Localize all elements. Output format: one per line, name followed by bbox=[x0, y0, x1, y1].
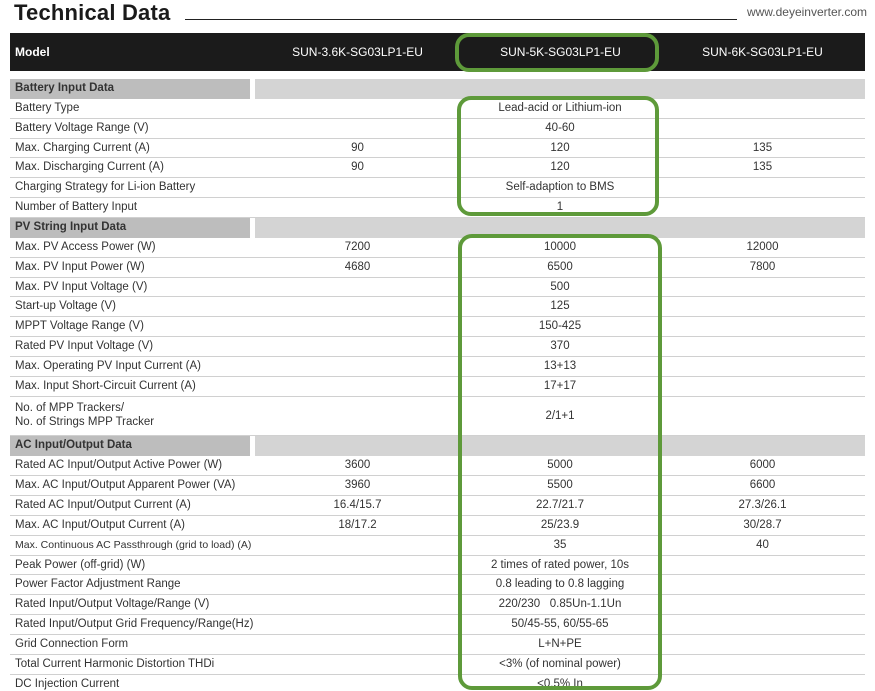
table-row bbox=[10, 278, 865, 298]
row-value-3-6k: 90 bbox=[351, 161, 364, 174]
table-row bbox=[10, 476, 865, 496]
row-label: Max. AC Input/Output Apparent Power (VA) bbox=[15, 479, 236, 492]
row-value-6k: 135 bbox=[752, 141, 773, 154]
row-value-3-6k: 90 bbox=[351, 141, 364, 154]
table-row bbox=[10, 178, 865, 198]
model-name-5k: SUN-5K-SG03LP1-EU bbox=[500, 45, 621, 59]
row-label: Rated Input/Output Voltage/Range (V) bbox=[15, 598, 210, 611]
row-label: Max. Input Short-Circuit Current (A) bbox=[15, 379, 196, 392]
row-value-5k: 25/23.9 bbox=[540, 518, 580, 531]
row-label: Grid Connection Form bbox=[15, 638, 129, 651]
row-label: Max. PV Input Voltage (V) bbox=[15, 280, 148, 293]
row-value-6k: 27.3/26.1 bbox=[738, 499, 787, 512]
row-value: L+N+PE bbox=[538, 638, 582, 651]
highlight-box-model bbox=[455, 33, 659, 72]
row-value-6k: 40 bbox=[756, 538, 769, 551]
row-value: 2 times of rated power, 10s bbox=[490, 558, 630, 571]
row-label: Peak Power (off-grid) (W) bbox=[15, 558, 146, 571]
row-value-5k: 10000 bbox=[544, 240, 576, 253]
section-title: Battery Input Data bbox=[10, 79, 250, 99]
row-value-3-6k: 4680 bbox=[344, 260, 371, 273]
row-value-3-6k: 7200 bbox=[344, 240, 371, 253]
table-row bbox=[10, 456, 865, 476]
row-value-6k: 6000 bbox=[749, 459, 776, 472]
row-value-5k: 120 bbox=[550, 161, 570, 174]
table-row bbox=[10, 575, 865, 595]
row-label: Rated AC Input/Output Current (A) bbox=[15, 499, 191, 512]
model-label: Model bbox=[15, 45, 50, 59]
row-value: 13+13 bbox=[543, 360, 577, 373]
row-label: Max. Operating PV Input Current (A) bbox=[15, 360, 201, 373]
row-value: 2/1+1 bbox=[545, 409, 575, 422]
row-label: Battery Voltage Range (V) bbox=[15, 121, 149, 134]
row-label: Max. Charging Current (A) bbox=[15, 141, 150, 154]
table-row bbox=[10, 655, 865, 675]
table-row bbox=[10, 357, 865, 377]
row-value-6k: 6600 bbox=[749, 479, 776, 492]
table-row bbox=[10, 198, 865, 218]
row-label: Max. AC Input/Output Current (A) bbox=[15, 518, 186, 531]
row-value: Self-adaption to BMS bbox=[505, 181, 615, 194]
table-row bbox=[10, 536, 865, 556]
table-row bbox=[10, 675, 865, 691]
table-row bbox=[10, 139, 865, 159]
table-row bbox=[10, 99, 865, 119]
table-row bbox=[10, 516, 865, 536]
section-header-battery bbox=[10, 79, 865, 99]
row-value-5k: 22.7/21.7 bbox=[536, 499, 584, 512]
section-header-ac bbox=[10, 436, 865, 456]
row-value-3-6k: 3600 bbox=[344, 459, 371, 472]
row-label: Max. PV Access Power (W) bbox=[15, 240, 156, 253]
table-row bbox=[10, 158, 865, 178]
row-label-line-2: No. of Strings MPP Tracker bbox=[15, 415, 155, 428]
row-label: MPPT Voltage Range (V) bbox=[15, 320, 144, 333]
section-title: AC Input/Output Data bbox=[10, 436, 250, 456]
row-label: Max. Continuous AC Passthrough (grid to load) (A) bbox=[15, 538, 252, 551]
row-value-5k: 5500 bbox=[547, 479, 573, 492]
row-value-3-6k: 3960 bbox=[344, 479, 371, 492]
model-name-3-6k: SUN-3.6K-SG03LP1-EU bbox=[292, 45, 423, 59]
table-row bbox=[10, 615, 865, 635]
row-value-5k: 5000 bbox=[547, 459, 573, 472]
title-bar bbox=[10, 0, 867, 30]
spec-table bbox=[10, 79, 865, 691]
row-label bbox=[15, 401, 245, 429]
model-header-bar bbox=[10, 33, 865, 71]
section-title: PV String Input Data bbox=[10, 218, 250, 238]
row-label: Number of Battery Input bbox=[15, 201, 138, 214]
row-value: Lead-acid or Lithium-ion bbox=[498, 101, 622, 114]
table-row bbox=[10, 377, 865, 397]
row-label: Rated PV Input Voltage (V) bbox=[15, 340, 154, 353]
row-value: <0.5% In bbox=[537, 677, 583, 690]
row-value: 370 bbox=[550, 340, 570, 353]
row-value: 0.8 leading to 0.8 lagging bbox=[495, 578, 625, 591]
row-label: Battery Type bbox=[15, 101, 80, 114]
row-value: 17+17 bbox=[543, 379, 577, 392]
row-value-6k: 30/28.7 bbox=[743, 518, 782, 531]
table-row bbox=[10, 496, 865, 516]
table-row bbox=[10, 595, 865, 615]
row-value: 220/230 0.85Un-1.1Un bbox=[498, 598, 622, 611]
row-value-5k: 6500 bbox=[547, 260, 573, 273]
row-label-line-1: No. of MPP Trackers/ bbox=[15, 401, 125, 414]
row-label: Charging Strategy for Li-ion Battery bbox=[15, 181, 196, 194]
section-header-pv bbox=[10, 218, 865, 238]
table-row bbox=[10, 297, 865, 317]
row-value-5k: 120 bbox=[550, 141, 570, 154]
row-value: 500 bbox=[550, 280, 570, 293]
website-url[interactable]: www.deyeinverter.com bbox=[746, 5, 867, 19]
model-name-6k: SUN-6K-SG03LP1-EU bbox=[702, 45, 823, 59]
row-label: Total Current Harmonic Distortion THDi bbox=[15, 657, 215, 670]
table-row bbox=[10, 337, 865, 357]
table-row bbox=[10, 258, 865, 278]
table-row bbox=[10, 119, 865, 139]
row-label: Power Factor Adjustment Range bbox=[15, 578, 181, 591]
table-row bbox=[10, 317, 865, 337]
highlight-box-pv-ac bbox=[458, 234, 662, 690]
row-label: Rated AC Input/Output Active Power (W) bbox=[15, 459, 223, 472]
row-label: Max. PV Input Power (W) bbox=[15, 260, 145, 273]
row-label: Rated Input/Output Grid Frequency/Range(Hz) bbox=[15, 618, 254, 631]
page-title: Technical Data bbox=[14, 0, 171, 25]
row-value: 40-60 bbox=[545, 121, 575, 134]
row-value: 1 bbox=[556, 201, 564, 214]
row-value-3-6k: 18/17.2 bbox=[338, 518, 377, 531]
row-label: Start-up Voltage (V) bbox=[15, 300, 116, 313]
title-rule bbox=[185, 19, 737, 20]
row-value: 50/45-55, 60/55-65 bbox=[511, 618, 609, 631]
highlight-box-battery bbox=[457, 96, 659, 216]
table-row bbox=[10, 635, 865, 655]
row-value-6k: 7800 bbox=[749, 260, 776, 273]
table-row bbox=[10, 397, 865, 437]
table-row bbox=[10, 238, 865, 258]
row-value-3-6k: 16.4/15.7 bbox=[333, 499, 382, 512]
row-label: Max. Discharging Current (A) bbox=[15, 161, 164, 174]
row-value-6k: 12000 bbox=[746, 240, 779, 253]
row-value: <3% (of nominal power) bbox=[499, 657, 621, 670]
row-value: 125 bbox=[550, 300, 570, 313]
row-value: 150-425 bbox=[538, 320, 582, 333]
table-row bbox=[10, 556, 865, 576]
row-value-6k: 135 bbox=[752, 161, 773, 174]
row-label: DC Injection Current bbox=[15, 677, 120, 690]
row-value-5k: 35 bbox=[553, 538, 567, 551]
